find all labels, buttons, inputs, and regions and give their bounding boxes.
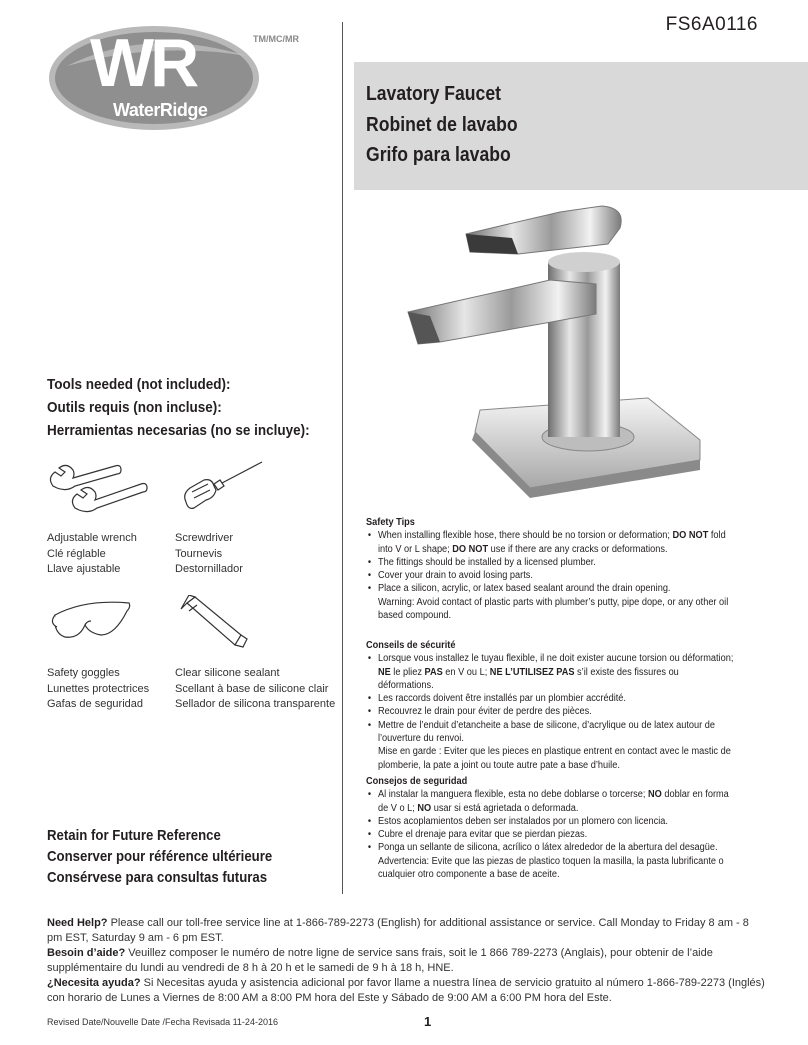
safety-heading-es: Consejos de seguridad bbox=[366, 776, 468, 787]
list-item: • Place a silicon, acrylic, or latex based sealant around the drain opening. bbox=[378, 582, 734, 595]
title-en: Lavatory Faucet bbox=[366, 83, 501, 105]
list-item: • When installing flexible hose, there should be no torsion or deformation; DO NOT fold into V or L shape; DO NOT use if there are any cracks or deformations. bbox=[378, 529, 734, 556]
logo-wordmark: WaterRidge bbox=[113, 100, 208, 120]
page-number: 1 bbox=[424, 1014, 432, 1029]
list-item: • Ponga un sellante de silicona, acrílico o látex alrededor de la abertura del desagüe. bbox=[378, 841, 734, 854]
safety-heading-en: Safety Tips bbox=[366, 517, 415, 528]
wrench-icon bbox=[45, 458, 155, 518]
tools-heading-es: Herramientas necesarias (no se incluye): bbox=[47, 422, 310, 439]
list-item: • Lorsque vous installez le tuyau flexible, il ne doit exister aucune torsion ou déformation; NE le pliez PAS en V ou L; NE L’UTILISEZ PAS s’il existe des fissures ou déformations. bbox=[378, 652, 734, 692]
list-item: • Cover your drain to avoid losing parts. bbox=[378, 569, 734, 582]
sealant-tube-icon bbox=[175, 595, 255, 650]
retain-en: Retain for Future Reference bbox=[47, 827, 221, 844]
safety-tips-fr bbox=[366, 639, 734, 772]
safety-heading-fr: Conseils de sécurité bbox=[366, 640, 456, 651]
retain-fr: Conserver pour référence ultérieure bbox=[47, 848, 273, 865]
list-item: • Al instalar la manguera flexible, esta no debe doblarse o torcerse; NO doblar en forma de V o L; NO usar si está agrietada o deformada. bbox=[378, 788, 734, 815]
help-es: ¿Necesita ayuda? Si Necesitas ayuda y asistencia adicional por favor llame a nuestra línea de servicio gratuito al número 1-866-789-2273 (Inglés) con horario de Lunes a Viernes de 8:00 AM a 8:00 PM hora del Este y Sábado de 9:00 AM a 6:00 PM hora del Este. bbox=[47, 977, 765, 1004]
list-item: • Estos acoplamientos deben ser instalados por un plomero con licencia. bbox=[378, 815, 734, 828]
list-item: • Les raccords doivent être installés par un plombier accrédité. bbox=[378, 692, 734, 705]
safety-tips-es bbox=[366, 775, 734, 881]
warning-es: Advertencia: Evite que las piezas de plastico toquen la masilla, la pasta lubrificante o cualquier otro componente a base de aceite. bbox=[377, 855, 724, 881]
tool-label-screwdriver: Screwdriver Tournevis Destornillador bbox=[175, 532, 243, 575]
help-fr: Besoin d’aide? Veuillez composer le numéro de notre ligne de service sans frais, soit le 1 866 789-2273 (Anglais), pour obtenir de l’aide supplémentaire du lundi au vendredi de 8 h à 20 h et le samedi de 9 h à 18 h, HNE. bbox=[47, 947, 713, 974]
list-item: • Mettre de l’enduit d’etancheite a base de silicone, d’acrylique ou de latex autour de l’ouverture du renvoi. bbox=[378, 719, 734, 746]
warning-fr: Mise en garde : Eviter que les pieces en plastique entrent en contact avec le mastic de plomberie, la pate a joint ou toute autre pate a base d’huile. bbox=[377, 746, 731, 771]
tool-label-sealant: Clear silicone sealant Scellant à base de silicone clair Sellador de silicona transparente bbox=[175, 667, 336, 710]
logo-mark: WR bbox=[90, 25, 196, 101]
trademark-label: TM/MC/MR bbox=[253, 34, 299, 44]
screwdriver-icon bbox=[178, 458, 268, 518]
faucet-illustration bbox=[400, 192, 710, 507]
faucet-icon bbox=[400, 192, 710, 507]
list-item: • Cubre el drenaje para evitar que se pierdan piezas. bbox=[378, 828, 734, 841]
goggles-icon bbox=[45, 595, 135, 645]
title-es: Grifo para lavabo bbox=[366, 144, 511, 166]
tools-heading-fr: Outils requis (non incluse): bbox=[47, 399, 222, 416]
revised-date: Revised Date/Nouvelle Date /Fecha Revisada 11-24-2016 bbox=[47, 1017, 278, 1027]
warning-en: Warning: Avoid contact of plastic parts with plumber’s putty, pipe dope, or any other oil based compound. bbox=[377, 596, 729, 622]
help-en: Need Help? Please call our toll-free service line at 1-866-789-2273 (English) for additional assistance or service. Call Monday to Friday 8 am - 8 pm EST, Saturday 9 am - 6 pm EST. bbox=[47, 917, 749, 944]
retain-es: Consérvese para consultas futuras bbox=[47, 869, 268, 886]
tool-label-wrench: Adjustable wrench Clé réglable Llave ajustable bbox=[47, 532, 137, 575]
tool-label-goggles: Safety goggles Lunettes protectrices Gafas de seguridad bbox=[47, 667, 150, 710]
list-item: • Recouvrez le drain pour éviter de perdre des pièces. bbox=[378, 705, 734, 718]
tools-heading-en: Tools needed (not included): bbox=[47, 376, 231, 393]
safety-tips-en bbox=[366, 516, 734, 622]
title-fr: Robinet de lavabo bbox=[366, 114, 518, 136]
model-number: FS6A0116 bbox=[665, 14, 758, 35]
column-divider bbox=[342, 22, 343, 894]
list-item: • The fittings should be installed by a licensed plumber. bbox=[378, 556, 734, 569]
